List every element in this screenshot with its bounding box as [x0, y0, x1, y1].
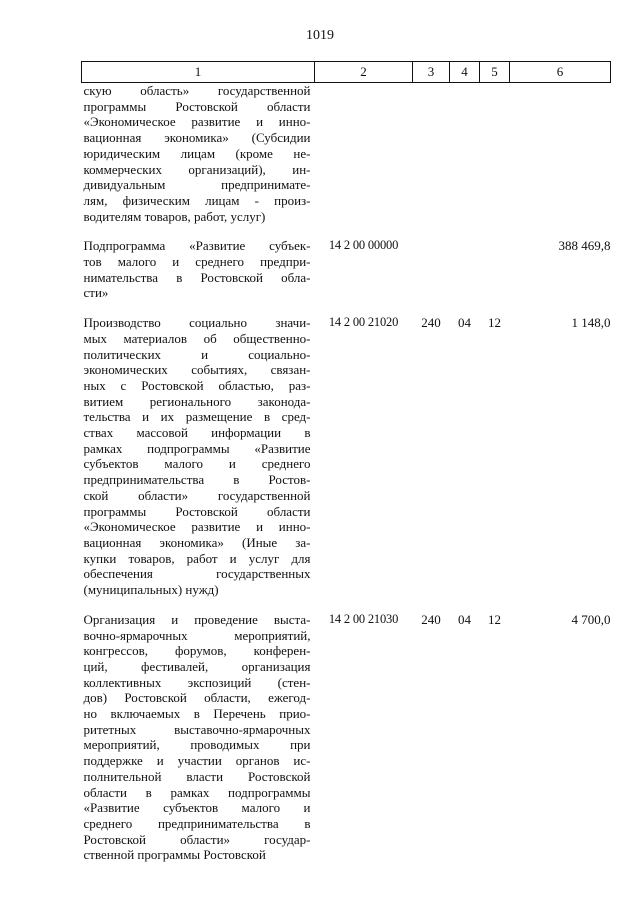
description-line: программы Ростовской области: [83, 503, 311, 519]
description-line: Производство социально значи-: [83, 315, 311, 331]
header-col-6: 6: [510, 62, 611, 83]
row-spacer: [82, 598, 611, 612]
row-amount: 1 148,0: [571, 315, 611, 331]
description-line: ритетных выставочно-ярмарочных: [83, 721, 311, 737]
row-code: 14 2 00 21020: [328, 315, 399, 330]
table-row: [82, 83, 611, 225]
description-line: нимательства в Ростовской обла-: [83, 269, 311, 285]
header-col-5: 5: [480, 62, 510, 83]
row-col4: [450, 83, 480, 225]
description-line: ственной программы Ростовской: [83, 847, 266, 863]
row-amount: 4 700,0: [571, 611, 611, 627]
row-col4: 04: [458, 315, 471, 331]
row-col5: 12: [488, 611, 501, 627]
row-spacer-cell: [82, 598, 611, 612]
table-row: [82, 315, 611, 598]
description-line: юридическим лицам (кроме не-: [83, 145, 311, 161]
row-spacer-cell: [82, 301, 611, 315]
description-line: программы Ростовской области: [83, 98, 311, 114]
description-line: Подпрограмма «Развитие субъек-: [83, 238, 311, 254]
description-line: но включаемых в Перечень прио-: [83, 706, 311, 722]
row-spacer-cell: [82, 224, 611, 238]
header-col-4: 4: [450, 62, 480, 83]
table-body: [82, 83, 611, 864]
description-line: ций, фестивалей, организация: [83, 658, 311, 674]
description-line: «Развитие субъектов малого и: [83, 800, 311, 816]
table-header-row: [82, 62, 611, 83]
row-col5: 12: [488, 315, 501, 331]
description-line: купки товаров, работ и услуг для: [83, 550, 311, 566]
row-col3: 240: [421, 315, 441, 331]
description-line: лям, физическим лицам - произ-: [83, 192, 311, 208]
description-line: вочно-ярмарочных мероприятий,: [83, 627, 311, 643]
description-line: (муниципальных) нужд): [83, 582, 219, 598]
row-col3: [413, 83, 450, 225]
row-code: [315, 83, 413, 225]
description-line: ской области» государственной: [83, 487, 311, 503]
description-line: водителям товаров, работ, услуг): [83, 208, 266, 224]
row-description: [82, 83, 315, 225]
description-line: Организация и проведение выста-: [83, 611, 311, 627]
description-line: сти»: [83, 285, 109, 301]
description-line: мых материалов об общественно-: [83, 330, 311, 346]
description-line: ных с Ростовской областью, раз-: [83, 377, 311, 393]
row-col4: 04: [458, 611, 471, 627]
row-col3: 240: [421, 611, 441, 627]
description-line: вационная экономика» (Субсидии: [83, 130, 311, 146]
row-spacer: [82, 301, 611, 315]
table-row: [82, 238, 611, 301]
description-line: коллективных экспозиций (стен-: [83, 674, 311, 690]
description-line: витием регионального законода-: [83, 393, 311, 409]
description-line: субъектов малого и среднего: [83, 456, 311, 472]
description-line: «Экономическое развитие и инно-: [83, 114, 311, 130]
row-description: [82, 612, 315, 863]
header-col-2: 2: [315, 62, 413, 83]
row-col4: [450, 238, 480, 301]
description-line: коммерческих организаций), ин-: [83, 161, 311, 177]
description-line: среднего предпринимательства в: [83, 815, 311, 831]
header-col-3: 3: [413, 62, 450, 83]
description-line: «Экономическое развитие и инно-: [83, 519, 311, 535]
budget-table: [81, 61, 611, 863]
description-line: дов) Ростовской области, ежегод-: [83, 690, 311, 706]
row-code: 14 2 00 21030: [328, 611, 399, 626]
description-line: политических и социально-: [83, 346, 311, 362]
description-line: полнительной власти Ростовской: [83, 768, 311, 784]
row-description: [82, 238, 315, 301]
row-spacer: [82, 224, 611, 238]
description-line: ствах массовой информации в: [83, 425, 311, 441]
description-line: дивидуальным предпринимате-: [83, 177, 311, 193]
row-amount: [510, 83, 611, 225]
description-line: Ростовской области» государ-: [83, 831, 311, 847]
description-line: конгрессов, форумов, конферен-: [83, 643, 311, 659]
description-line: области в рамках подпрограммы: [83, 784, 311, 800]
row-col3: [413, 238, 450, 301]
description-line: тельства и их размещение в сред-: [83, 409, 311, 425]
page-number: 1019: [306, 28, 334, 43]
description-line: рамках подпрограммы «Развитие: [83, 440, 311, 456]
row-amount: 388 469,8: [558, 238, 611, 254]
row-code: 14 2 00 00000: [328, 238, 399, 253]
row-col5: [480, 83, 510, 225]
description-line: мероприятий, проводимых при: [83, 737, 311, 753]
table-row: [82, 612, 611, 863]
row-description: [82, 315, 315, 598]
description-line: вационная экономика» (Иные за-: [83, 534, 311, 550]
description-line: поддержке и участии органов ис-: [83, 753, 311, 769]
description-line: обеспечения государственных: [83, 566, 311, 582]
header-col-1: 1: [82, 62, 315, 83]
description-line: тов малого и среднего предпри-: [83, 254, 311, 270]
description-line: экономических событиях, связан-: [83, 362, 311, 378]
row-col5: [480, 238, 510, 301]
description-line: предпринимательства в Ростов-: [83, 472, 311, 488]
description-line: скую область» государственной: [83, 83, 311, 98]
